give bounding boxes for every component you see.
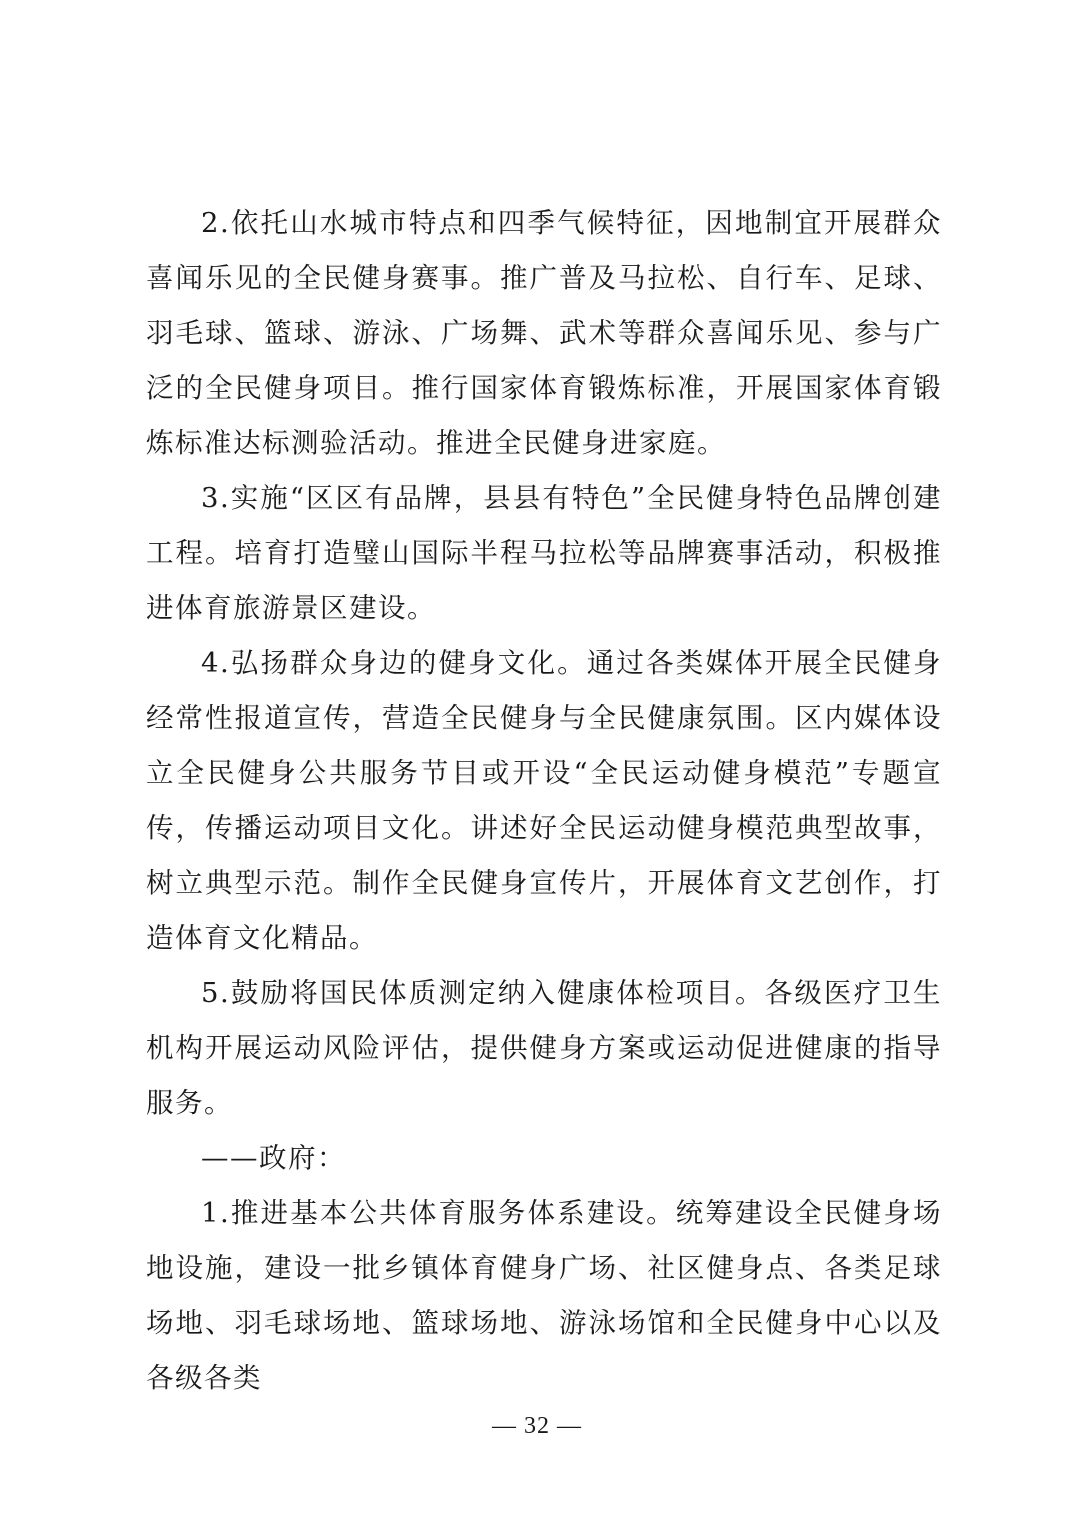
paragraph-item-2: 2.依托山水城市特点和四季气候特征，因地制宜开展群众喜闻乐见的全民健身赛事。推广普及马拉松、自行车、足球、羽毛球、篮球、游泳、广场舞、武术等群众喜闻乐见、参与广泛的全民健身项目。推行国家体育锻炼标准，开展国家体育锻炼标准达标测验活动。推进全民健身进家庭。 [146,207,942,459]
document-body [146,196,942,1406]
page-number: — 32 — [492,1413,582,1439]
paragraph-item-4: 4.弘扬群众身边的健身文化。通过各类媒体开展全民健身经常性报道宣传，营造全民健身与全民健康氛围。区内媒体设立全民健身公共服务节目或开设“全民运动健身模范”专题宣传，传播运动项目文化。讲述好全民运动健身模范典型故事，树立典型示范。制作全民健身宣传片，开展体育文艺创作，打造体育文化精品。 [146,647,942,954]
paragraph-government-item-1: 1.推进基本公共体育服务体系建设。统筹建设全民健身场地设施，建设一批乡镇体育健身广场、社区健身点、各类足球场地、羽毛球场地、篮球场地、游泳场馆和全民健身中心以及各级各类 [146,1197,942,1394]
paragraph-item-5: 5.鼓励将国民体质测定纳入健康体检项目。各级医疗卫生机构开展运动风险评估，提供健身方案或运动促进健康的指导服务。 [146,977,942,1119]
section-heading-government: ——政府： [201,1142,346,1174]
paragraph-item-3: 3.实施“区区有品牌，县县有特色”全民健身特色品牌创建工程。培育打造璧山国际半程马拉松等品牌赛事活动，积极推进体育旅游景区建设。 [146,482,942,624]
